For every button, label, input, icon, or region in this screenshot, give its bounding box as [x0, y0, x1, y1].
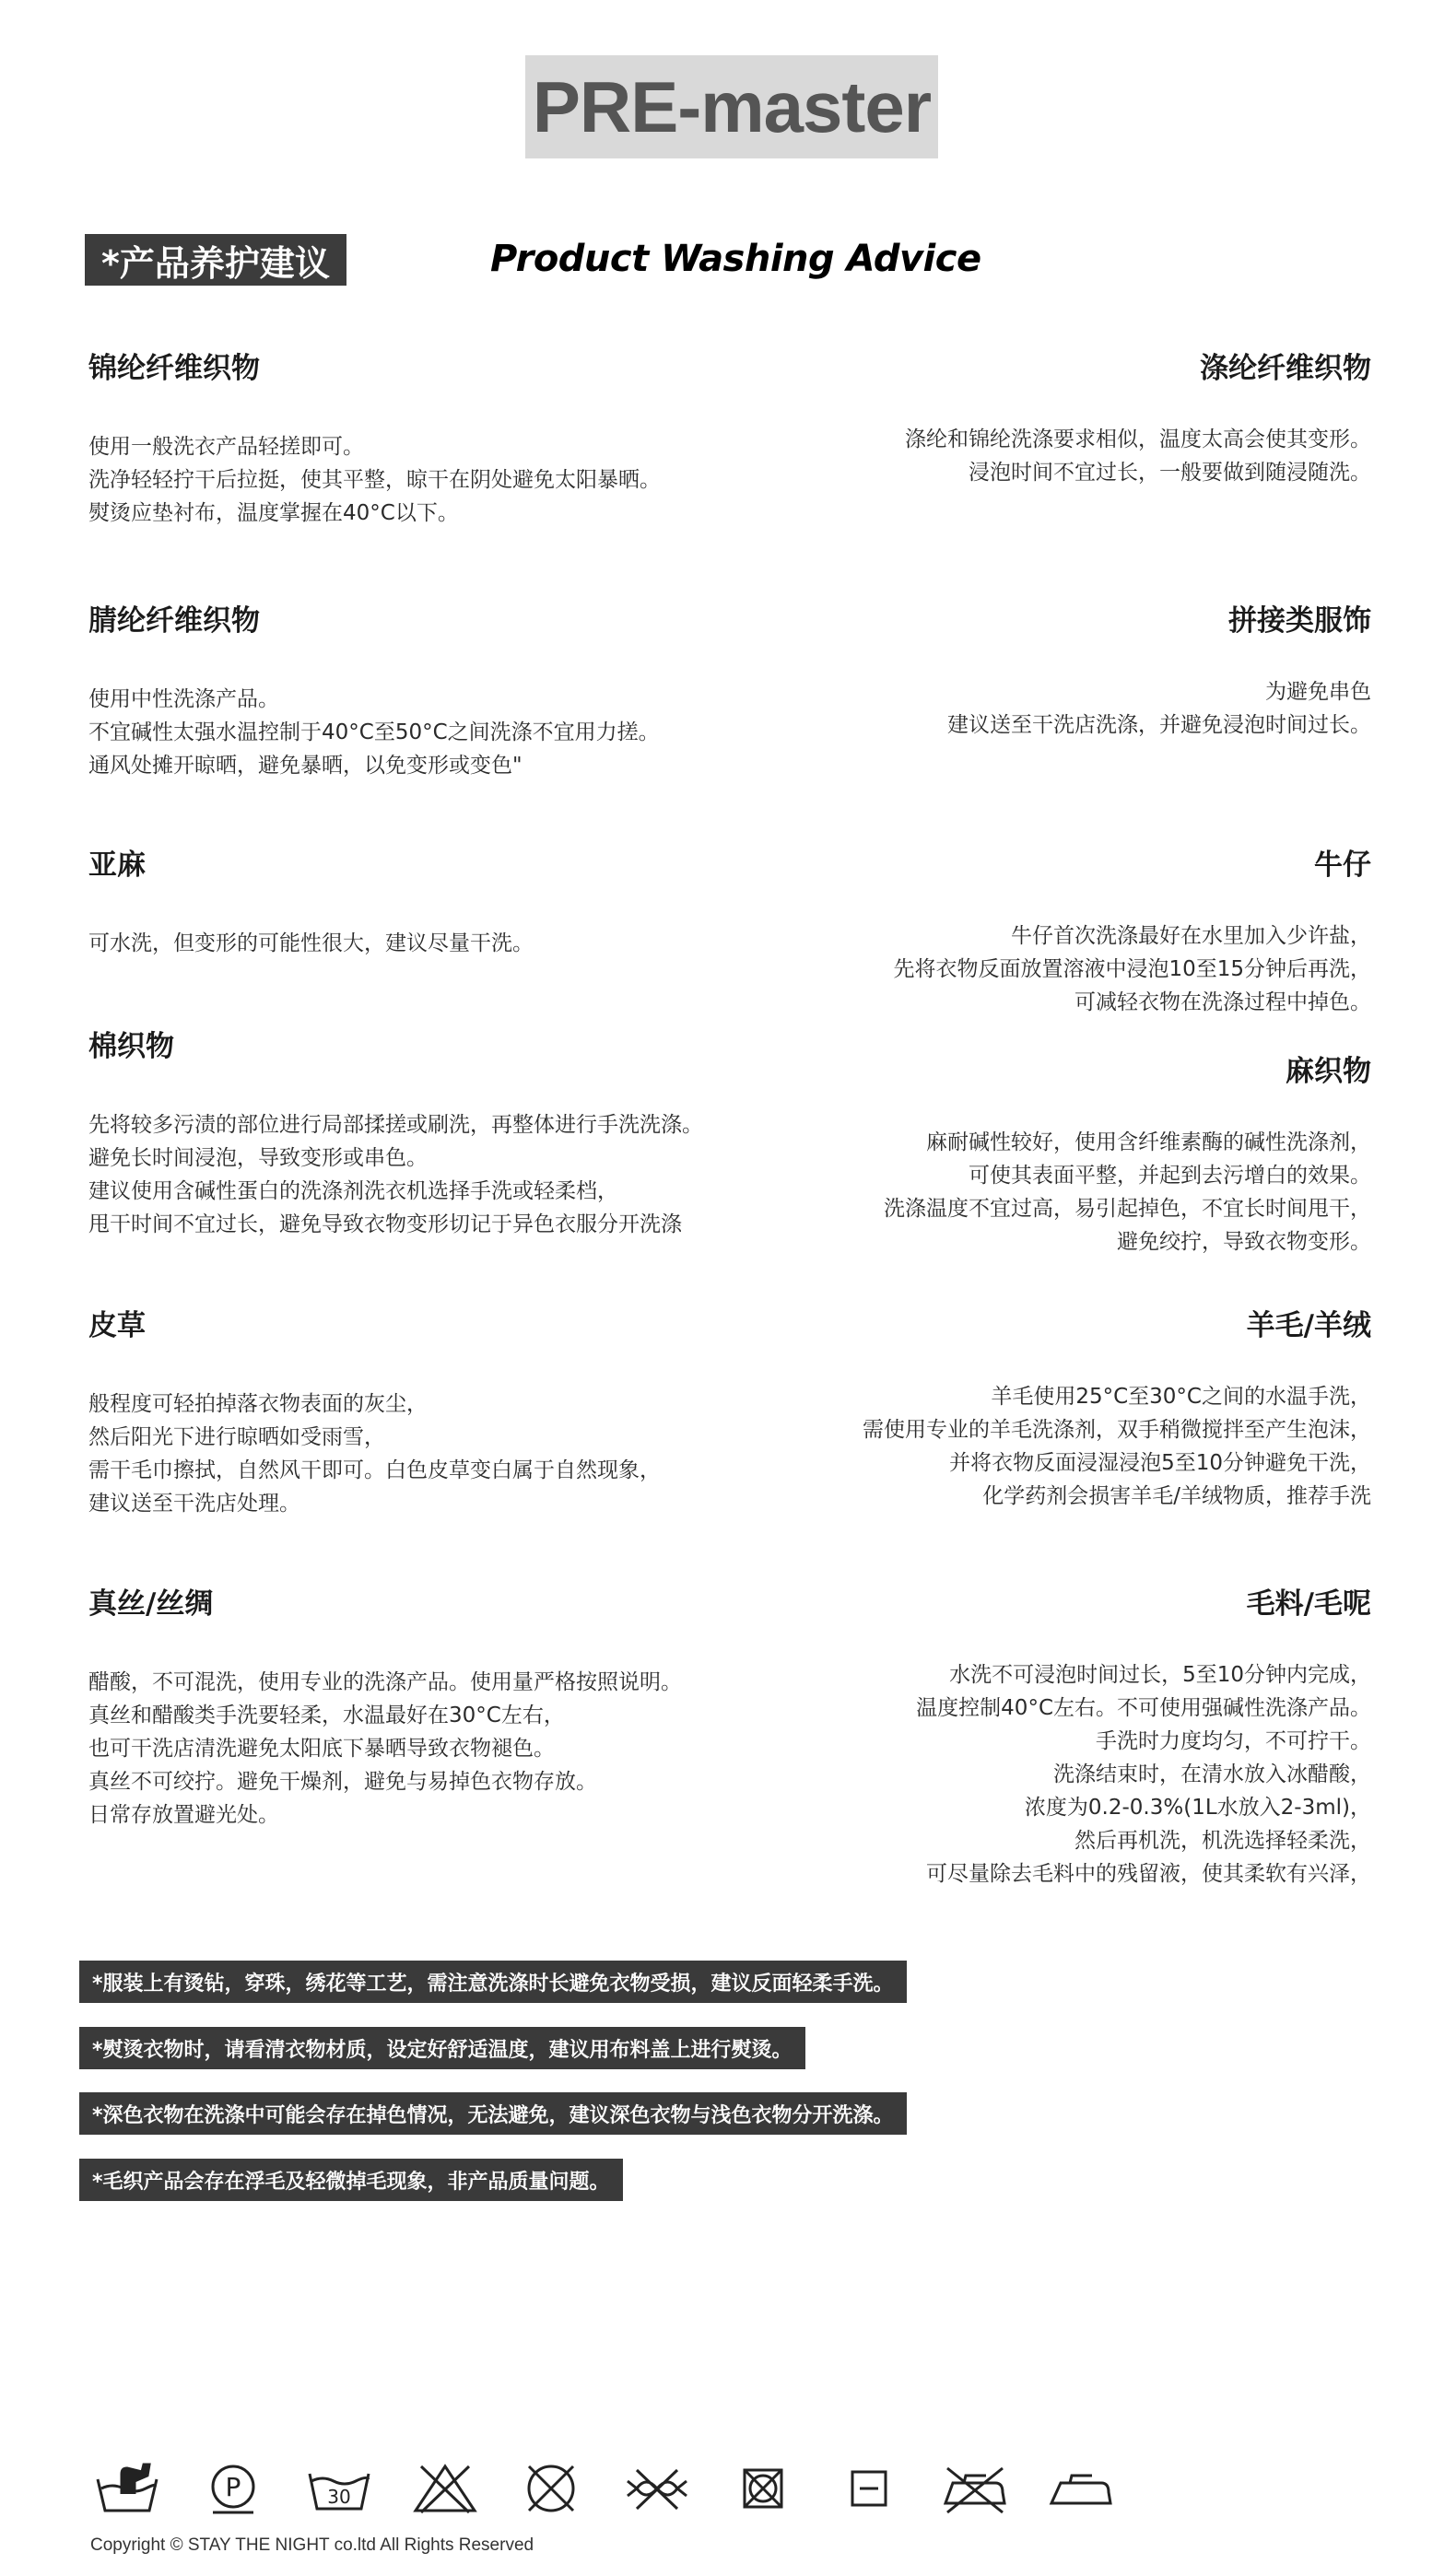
section-line: 化学药剂会损害羊毛/羊绒物质，推荐手洗 — [982, 1484, 1371, 1508]
note-ironing: *熨烫衣物时，请看清衣物材质，设定好舒适温度，建议用布料盖上进行熨烫。 — [79, 2027, 805, 2069]
section-title: 毛料/毛呢 — [1246, 1587, 1371, 1621]
section-line: 避免绞拧，导致衣物变形。 — [1117, 1230, 1371, 1254]
care-icons — [90, 2458, 1150, 2519]
no-iron-icon — [938, 2458, 1012, 2519]
section-line: 日常存放置避光处。 — [88, 1803, 279, 1827]
svg-text:P: P — [225, 2472, 241, 2502]
section-line: 羊毛使用25°C至30°C之间的水温手洗， — [991, 1385, 1371, 1409]
section-title: 麻织物 — [1286, 1055, 1371, 1088]
section-line: 熨烫应垫衬布，温度掌握在40°C以下。 — [88, 501, 459, 525]
section-denim — [671, 841, 1371, 1019]
section-line: 先将较多污渍的部位进行局部揉搓或刷洗，再整体进行手洗洗涤。 — [88, 1113, 703, 1137]
section-wool — [671, 1302, 1371, 1513]
section-line: 甩干时间不宜过长，避免导致衣物变形切记于异色衣服分开洗涤 — [88, 1212, 682, 1236]
section-line: 洗涤结束时，在清水放入冰醋酸， — [1053, 1762, 1371, 1786]
no-dry-clean-icon — [514, 2458, 588, 2519]
section-line: 浸泡时间不宜过长，一般要做到随浸随洗。 — [969, 461, 1371, 485]
section-woolen — [671, 1580, 1371, 1891]
section-line: 建议使用含碱性蛋白的洗涤剂洗衣机选择手洗或轻柔档， — [88, 1179, 618, 1203]
flat-dry-icon — [832, 2458, 906, 2519]
svg-text:30: 30 — [327, 2486, 351, 2508]
note-knitwear: *毛织产品会存在浮毛及轻微掉毛现象，非产品质量问题。 — [79, 2159, 623, 2201]
section-line: 牛仔首次洗涤最好在水里加入少许盐， — [1011, 924, 1371, 948]
section-title: 拼接类服饰 — [1228, 604, 1371, 638]
section-line: 建议送至干洗店洗涤，并避免浸泡时间过长。 — [947, 713, 1371, 737]
note-embellishment: *服装上有烫钻，穿珠，绣花等工艺，需注意洗涤时长避免衣物受损，建议反面轻柔手洗。 — [79, 1961, 907, 2003]
section-title: 皮草 — [88, 1309, 146, 1342]
section-line: 然后阳光下进行晾晒如受雨雪， — [88, 1425, 385, 1449]
section-patchwork — [671, 597, 1371, 742]
section-line: 真丝不可绞拧。避免干燥剂，避免与易掉色衣物存放。 — [88, 1770, 597, 1794]
section-line: 需干毛巾擦拭，自然风干即可。白色皮草变白属于自然现象， — [88, 1458, 661, 1482]
section-line: 可使其表面平整，并起到去污增白的效果。 — [969, 1164, 1371, 1188]
section-line: 先将衣物反面放置溶液中浸泡10至15分钟后再洗， — [893, 957, 1371, 981]
section-line: 使用一般洗衣产品轻搓即可。 — [88, 435, 364, 459]
section-line: 通风处摊开晾晒，避免暴晒，以免变形或变色" — [88, 754, 523, 778]
iron-icon — [1044, 2458, 1118, 2519]
section-line: 为避免串色 — [1265, 680, 1371, 704]
section-title: 腈纶纤维织物 — [88, 604, 260, 638]
section-line: 洗涤温度不宜过高，易引起掉色，不宜长时间甩干， — [884, 1197, 1371, 1221]
section-line: 建议送至干洗店处理。 — [88, 1492, 300, 1516]
care-title-en: Product Washing Advice — [490, 238, 981, 280]
section-line: 不宜碱性太强水温控制于40°C至50°C之间洗涤不宜用力搓。 — [88, 720, 660, 744]
section-title: 涤纶纤维织物 — [1200, 352, 1371, 385]
section-line: 麻耐碱性较好，使用含纤维素酶的碱性洗涤剂， — [926, 1130, 1371, 1154]
section-line: 可尽量除去毛料中的残留液，使其柔软有兴泽， — [926, 1862, 1371, 1886]
section-line: 温度控制40°C左右。不可使用强碱性洗涤产品。 — [916, 1696, 1371, 1720]
section-line: 浓度为0.2-0.3%(1L水放入2-3ml)， — [1024, 1796, 1371, 1820]
no-bleach-icon — [408, 2458, 482, 2519]
dry-clean-p-icon — [196, 2458, 270, 2519]
wash-30-icon — [302, 2458, 376, 2519]
section-line: 需使用专业的羊毛洗涤剂，双手稍微搅拌至产生泡沫， — [863, 1418, 1371, 1442]
section-line: 手洗时力度均匀，不可拧干。 — [1096, 1729, 1371, 1753]
section-line: 避免长时间浸泡，导致变形或串色。 — [88, 1146, 428, 1170]
hand-wash-icon — [90, 2458, 164, 2519]
section-line: 使用中性洗涤产品。 — [88, 687, 279, 711]
section-line: 可水洗，但变形的可能性很大，建议尽量干洗。 — [88, 931, 534, 955]
brand-name: PRE-master — [532, 65, 932, 147]
section-polyester — [671, 345, 1371, 489]
brand-banner — [525, 55, 938, 158]
section-title: 牛仔 — [1314, 849, 1371, 882]
section-line: 真丝和醋酸类手洗要轻柔，水温最好在30°C左右， — [88, 1704, 565, 1727]
section-line: 然后再机洗，机洗选择轻柔洗， — [1074, 1829, 1371, 1853]
section-line: 洗净轻轻拧干后拉挺，使其平整，晾干在阴处避免太阳暴晒。 — [88, 468, 661, 492]
copyright-text: Copyright © STAY THE NIGHT co.ltd All Rights Reserved — [90, 2535, 534, 2555]
section-line: 可减轻衣物在洗涤过程中掉色。 — [1074, 990, 1371, 1014]
care-title-cn: *产品养护建议 — [85, 234, 346, 286]
section-title: 亚麻 — [88, 849, 146, 882]
section-line: 也可干洗店清洗避免太阳底下暴晒导致衣物褪色。 — [88, 1737, 555, 1761]
section-hemp — [671, 1048, 1371, 1259]
section-title: 锦纶纤维织物 — [88, 352, 260, 385]
section-line: 醋酸，不可混洗，使用专业的洗涤产品。使用量严格按照说明。 — [88, 1670, 682, 1694]
section-title: 真丝/丝绸 — [88, 1587, 214, 1621]
section-title: 羊毛/羊绒 — [1246, 1309, 1371, 1342]
no-wring-icon — [620, 2458, 694, 2519]
section-line: 水洗不可浸泡时间过长，5至10分钟内完成， — [949, 1663, 1371, 1687]
section-line: 并将衣物反面浸湿浸泡5至10分钟避免干洗， — [949, 1451, 1371, 1475]
section-line: 涤纶和锦纶洗涤要求相似，温度太高会使其变形。 — [905, 427, 1371, 451]
section-title: 棉织物 — [88, 1030, 174, 1063]
section-line: 般程度可轻拍掉落衣物表面的灰尘， — [88, 1392, 428, 1416]
no-tumble-dry-icon — [726, 2458, 800, 2519]
note-dark-colors: *深色衣物在洗涤中可能会存在掉色情况，无法避免，建议深色衣物与浅色衣物分开洗涤。 — [79, 2092, 907, 2135]
